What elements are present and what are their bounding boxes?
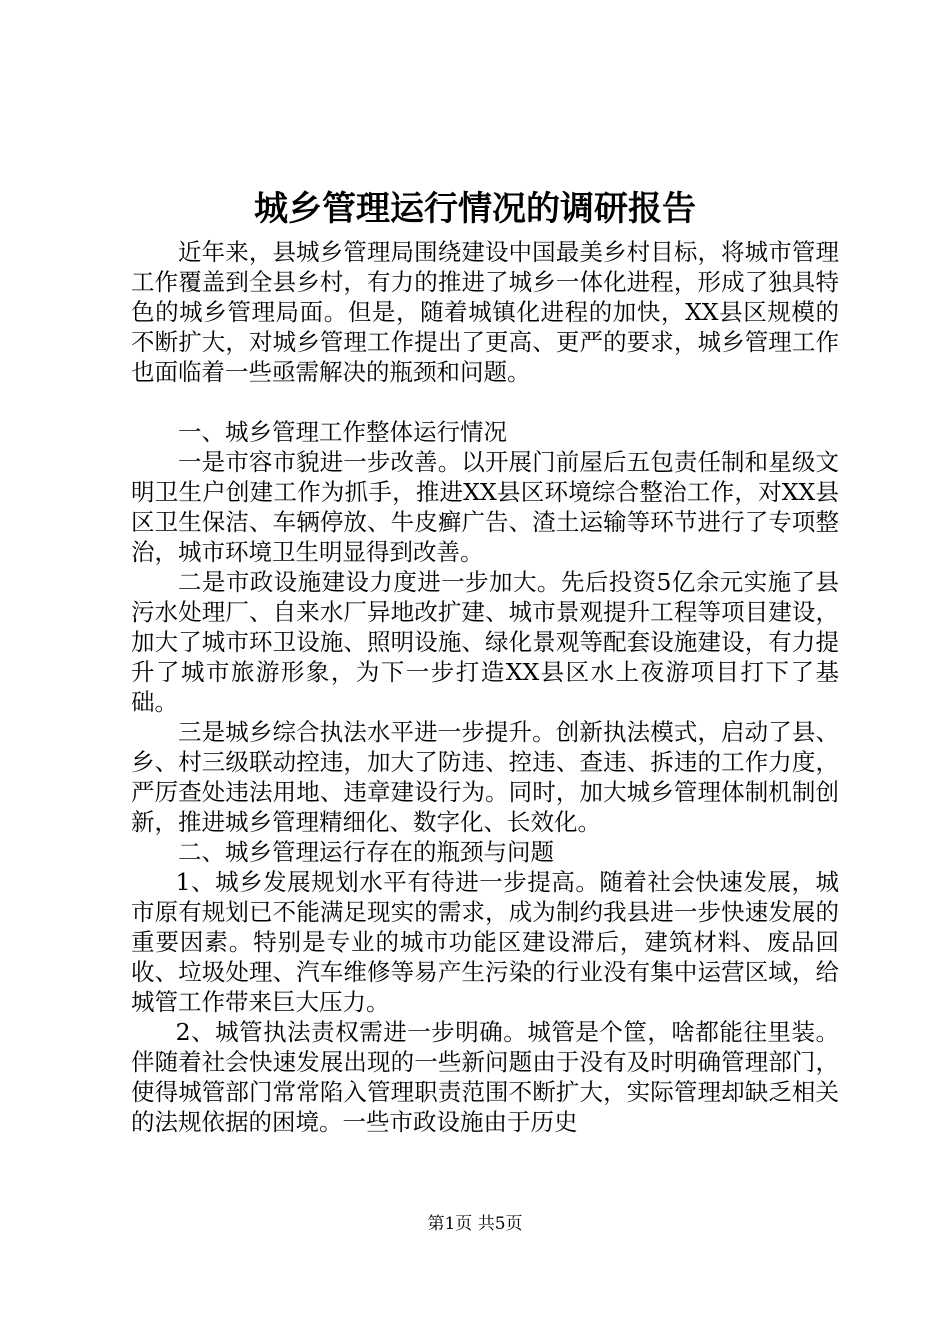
page-number-footer: 第1页 共5页 [427, 1214, 523, 1234]
intro-paragraph: 近年来，县城乡管理局围绕建设中国最美乡村目标，将城市管理工作覆盖到全县乡村，有力的推进了城乡一体化进程，形成了独具特色的城乡管理局面。但是，随着城镇化进程的加快，XX县区规模的不断扩大，对城乡管理工作提出了更高、更严的要求，城乡管理工作也面临着一些亟需解决的瓶颈和问题。 [131, 238, 839, 386]
document-body [131, 237, 839, 1137]
body-paragraph: 1、城乡发展规划水平有待进一步提高。随着社会快速发展，城市原有规划已不能满足现实的需求，成为制约我县进一步快速发展的重要因素。特别是专业的城市功能区建设滞后，建筑材料、废品回收、垃圾处理、汽车维修等易产生污染的行业没有集中运营区域，给城管工作带来巨大压力。 [131, 868, 839, 1016]
section-heading-1: 一、城乡管理工作整体运行情况 [178, 418, 507, 446]
document-title: 城乡管理运行情况的调研报告 [254, 189, 696, 229]
body-paragraph: 三是城乡综合执法水平进一步提升。创新执法模式，启动了县、乡、村三级联动控违，加大了防违、控违、查违、拆违的工作力度，严厉查处违法用地、违章建设行为。同时，加大城乡管理体制机制创新，推进城乡管理精细化、数字化、长效化。 [131, 718, 839, 836]
body-paragraph: 一是市容市貌进一步改善。以开展门前屋后五包责任制和星级文明卫生户创建工作为抓手，推进XX县区环境综合整治工作，对XX县区卫生保洁、车辆停放、牛皮癣广告、渣土运输等环节进行了专项整治，城市环境卫生明显得到改善。 [131, 448, 839, 566]
body-paragraph: 二是市政设施建设力度进一步加大。先后投资5亿余元实施了县污水处理厂、自来水厂异地改扩建、城市景观提升工程等项目建设，加大了城市环卫设施、照明设施、绿化景观等配套设施建设，有力提升了城市旅游形象，为下一步打造XX县区水上夜游项目打下了基础。 [131, 568, 839, 716]
body-paragraph: 2、城管执法责权需进一步明确。城管是个筐，啥都能往里装。伴随着社会快速发展出现的一些新问题由于没有及时明确管理部门，使得城管部门常常陷入管理职责范围不断扩大，实际管理却缺乏相关的法规依据的困境。一些市政设施由于历史 [131, 1018, 839, 1136]
paragraph-spacer [131, 387, 839, 417]
section-heading-2: 二、城乡管理运行存在的瓶颈与问题 [178, 838, 554, 866]
